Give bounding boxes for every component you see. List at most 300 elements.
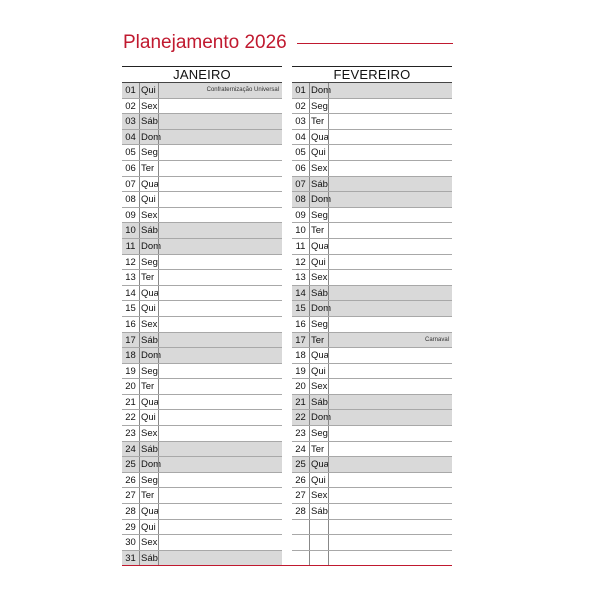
day-number: 15	[125, 303, 136, 315]
day-row	[292, 317, 452, 333]
day-number: 09	[295, 209, 306, 221]
day-row	[292, 364, 452, 380]
day-number: 05	[125, 147, 136, 159]
weekday-label: Dom	[141, 350, 162, 362]
day-row	[122, 520, 282, 536]
column-divider	[309, 177, 310, 192]
column-divider	[158, 426, 159, 441]
weekday-label: Ter	[141, 162, 155, 174]
column-divider	[139, 379, 140, 394]
column-divider	[328, 535, 329, 550]
day-number: 26	[125, 474, 136, 486]
day-row	[292, 114, 452, 130]
weekday-label: Seg	[311, 100, 328, 112]
column-divider	[328, 286, 329, 301]
day-row	[122, 177, 282, 193]
column-divider	[158, 192, 159, 207]
day-row	[292, 145, 452, 161]
day-number: 25	[295, 459, 306, 471]
day-number: 02	[125, 100, 136, 112]
day-row	[292, 457, 452, 473]
column-divider	[328, 395, 329, 410]
day-number: 07	[295, 178, 306, 190]
weekday-label: Sáb	[141, 116, 158, 128]
holiday-note: Carnaval	[424, 336, 449, 343]
column-divider	[158, 551, 159, 566]
weekday-label: Dom	[141, 240, 162, 252]
column-divider	[139, 270, 140, 285]
column-divider	[158, 535, 159, 550]
weekday-label: Qua	[141, 506, 159, 518]
day-number: 29	[125, 521, 136, 533]
column-divider	[328, 520, 329, 535]
column-divider	[309, 395, 310, 410]
column-divider	[309, 223, 310, 238]
weekday-label: Dom	[311, 194, 332, 206]
column-divider	[139, 364, 140, 379]
day-row	[122, 504, 282, 520]
day-row	[292, 270, 452, 286]
day-number: 28	[125, 506, 136, 518]
day-row	[292, 395, 452, 411]
day-row	[292, 192, 452, 208]
month-name: JANEIRO	[122, 66, 282, 83]
weekday-label: Sáb	[311, 396, 328, 408]
day-row	[292, 348, 452, 364]
day-number: 10	[295, 225, 306, 237]
day-row	[122, 348, 282, 364]
day-number: 04	[125, 131, 136, 143]
day-number: 27	[125, 490, 136, 502]
day-number: 11	[125, 240, 136, 252]
column-divider	[328, 442, 329, 457]
column-divider	[139, 223, 140, 238]
column-divider	[139, 504, 140, 519]
column-divider	[309, 114, 310, 129]
column-divider	[139, 301, 140, 316]
weekday-label: Qui	[311, 147, 326, 159]
column-divider	[309, 192, 310, 207]
weekday-label: Sex	[311, 490, 328, 502]
column-divider	[158, 364, 159, 379]
column-divider	[328, 348, 329, 363]
day-number: 19	[125, 365, 136, 377]
day-row	[122, 426, 282, 442]
day-number: 08	[125, 194, 136, 206]
day-row	[122, 301, 282, 317]
column-divider	[158, 395, 159, 410]
month-name: FEVEREIRO	[292, 66, 452, 83]
weekday-label: Qua	[141, 396, 159, 408]
weekday-label: Dom	[311, 303, 332, 315]
weekday-label: Ter	[311, 334, 325, 346]
day-row	[292, 488, 452, 504]
weekday-label: Qui	[141, 303, 156, 315]
day-number: 05	[295, 147, 306, 159]
column-divider	[158, 442, 159, 457]
day-number: 24	[295, 443, 306, 455]
weekday-label: Qui	[141, 521, 156, 533]
column-divider	[309, 348, 310, 363]
day-number: 09	[125, 209, 136, 221]
day-row	[122, 488, 282, 504]
column-divider	[158, 83, 159, 98]
column-divider	[328, 410, 329, 425]
column-divider	[309, 208, 310, 223]
day-number: 01	[125, 85, 136, 96]
day-row	[292, 255, 452, 271]
column-divider	[158, 301, 159, 316]
day-number: 13	[295, 272, 306, 284]
day-row	[292, 379, 452, 395]
holiday-note: Confraternização Universal	[206, 87, 279, 93]
column-divider	[139, 286, 140, 301]
weekday-label: Sáb	[141, 552, 158, 564]
column-divider	[309, 364, 310, 379]
day-list	[292, 83, 452, 566]
column-divider	[328, 270, 329, 285]
weekday-label: Sex	[141, 428, 158, 440]
column-divider	[309, 145, 310, 160]
column-divider	[328, 255, 329, 270]
day-row	[292, 520, 452, 536]
day-list	[122, 83, 282, 566]
column-divider	[158, 379, 159, 394]
day-number: 08	[295, 194, 306, 206]
column-divider	[328, 192, 329, 207]
column-divider	[139, 426, 140, 441]
day-row	[292, 442, 452, 458]
day-number: 30	[125, 537, 136, 549]
day-number: 24	[125, 443, 136, 455]
weekday-label: Seg	[141, 474, 158, 486]
day-number: 07	[125, 178, 136, 190]
day-row	[122, 192, 282, 208]
column-divider	[309, 473, 310, 488]
column-divider	[139, 333, 140, 348]
day-number: 21	[295, 396, 306, 408]
column-divider	[158, 348, 159, 363]
column-divider	[158, 114, 159, 129]
day-number: 14	[295, 287, 306, 299]
day-number: 03	[295, 116, 306, 128]
day-number: 15	[295, 303, 306, 315]
column-divider	[328, 301, 329, 316]
weekday-label: Qui	[311, 256, 326, 268]
day-row	[122, 364, 282, 380]
column-divider	[328, 333, 329, 348]
column-divider	[139, 488, 140, 503]
day-number: 20	[295, 381, 306, 393]
day-row	[122, 208, 282, 224]
day-row	[122, 442, 282, 458]
column-divider	[328, 83, 329, 98]
column-divider	[158, 99, 159, 114]
column-divider	[328, 488, 329, 503]
weekday-label: Sex	[311, 272, 328, 284]
weekday-label: Sex	[141, 537, 158, 549]
weekday-label: Dom	[141, 131, 162, 143]
column-divider	[158, 145, 159, 160]
weekday-label: Seg	[311, 428, 328, 440]
day-row	[122, 99, 282, 115]
weekday-label: Qui	[311, 365, 326, 377]
column-divider	[139, 83, 140, 98]
column-divider	[328, 473, 329, 488]
day-row	[292, 410, 452, 426]
column-divider	[139, 317, 140, 332]
day-number: 19	[295, 365, 306, 377]
title-divider	[297, 43, 453, 44]
day-number: 17	[295, 334, 306, 346]
day-row	[122, 161, 282, 177]
weekday-label: Sáb	[141, 225, 158, 237]
day-row	[292, 239, 452, 255]
column-divider	[309, 317, 310, 332]
column-divider	[139, 473, 140, 488]
weekday-label: Qua	[141, 178, 159, 190]
day-number: 04	[295, 131, 306, 143]
weekday-label: Ter	[311, 116, 325, 128]
column-divider	[158, 270, 159, 285]
column-divider	[139, 192, 140, 207]
column-divider	[139, 114, 140, 129]
weekday-label: Qui	[141, 194, 156, 206]
day-number: 02	[295, 100, 306, 112]
column-divider	[158, 161, 159, 176]
weekday-label: Dom	[311, 85, 332, 96]
day-row	[292, 161, 452, 177]
column-divider	[309, 270, 310, 285]
column-divider	[309, 457, 310, 472]
column-divider	[139, 457, 140, 472]
weekday-label: Sáb	[311, 287, 328, 299]
column-divider	[158, 410, 159, 425]
column-divider	[328, 551, 329, 566]
column-divider	[139, 255, 140, 270]
column-divider	[158, 317, 159, 332]
column-divider	[139, 208, 140, 223]
weekday-label: Qua	[141, 287, 159, 299]
column-divider	[158, 286, 159, 301]
month-column-fevereiro	[292, 66, 452, 566]
day-row	[292, 208, 452, 224]
day-number: 06	[125, 162, 136, 174]
column-divider	[328, 426, 329, 441]
day-row	[292, 130, 452, 146]
weekday-label: Sex	[311, 162, 328, 174]
column-divider	[309, 379, 310, 394]
day-number: 22	[295, 412, 306, 424]
weekday-label: Sex	[141, 318, 158, 330]
day-row	[122, 410, 282, 426]
day-row	[292, 426, 452, 442]
column-divider	[158, 457, 159, 472]
day-number: 16	[295, 318, 306, 330]
weekday-label: Seg	[311, 318, 328, 330]
day-row	[122, 317, 282, 333]
column-divider	[309, 551, 310, 566]
column-divider	[158, 255, 159, 270]
day-row	[292, 504, 452, 520]
column-divider	[158, 473, 159, 488]
day-row	[292, 83, 452, 99]
column-divider	[328, 114, 329, 129]
weekday-label: Qui	[311, 474, 326, 486]
column-divider	[158, 239, 159, 254]
column-divider	[309, 488, 310, 503]
weekday-label: Qui	[141, 412, 156, 424]
day-number: 21	[125, 396, 136, 408]
column-divider	[309, 504, 310, 519]
column-divider	[328, 161, 329, 176]
day-number: 20	[125, 381, 136, 393]
column-divider	[139, 177, 140, 192]
column-divider	[328, 239, 329, 254]
weekday-label: Sáb	[311, 506, 328, 518]
column-divider	[309, 99, 310, 114]
page-header	[123, 30, 453, 58]
column-divider	[139, 551, 140, 566]
column-divider	[139, 410, 140, 425]
day-row	[292, 333, 452, 349]
day-row	[122, 457, 282, 473]
column-divider	[309, 301, 310, 316]
weekday-label: Dom	[311, 412, 332, 424]
weekday-label: Qua	[311, 131, 329, 143]
column-divider	[158, 223, 159, 238]
column-divider	[309, 333, 310, 348]
column-divider	[328, 177, 329, 192]
day-row	[292, 535, 452, 551]
column-divider	[158, 130, 159, 145]
column-divider	[309, 239, 310, 254]
day-row	[292, 286, 452, 302]
day-number: 27	[295, 490, 306, 502]
day-row	[122, 223, 282, 239]
day-number: 14	[125, 287, 136, 299]
column-divider	[309, 426, 310, 441]
weekday-label: Ter	[141, 272, 155, 284]
day-row	[122, 395, 282, 411]
column-divider	[158, 177, 159, 192]
column-divider	[328, 208, 329, 223]
day-number: 12	[295, 256, 306, 268]
column-divider	[139, 239, 140, 254]
weekday-label: Ter	[311, 225, 325, 237]
weekday-label: Sáb	[141, 334, 158, 346]
day-row	[122, 145, 282, 161]
column-divider	[309, 130, 310, 145]
column-divider	[309, 535, 310, 550]
column-divider	[328, 364, 329, 379]
column-divider	[328, 223, 329, 238]
column-divider	[328, 457, 329, 472]
day-row	[122, 333, 282, 349]
weekday-label: Sex	[141, 100, 158, 112]
column-divider	[139, 442, 140, 457]
weekday-label: Qua	[311, 240, 329, 252]
weekday-label: Sex	[311, 381, 328, 393]
column-divider	[158, 208, 159, 223]
column-divider	[139, 130, 140, 145]
day-number: 01	[295, 85, 306, 96]
weekday-label: Seg	[141, 147, 158, 159]
day-row	[122, 130, 282, 146]
day-row	[122, 239, 282, 255]
weekday-label: Sex	[141, 209, 158, 221]
column-divider	[309, 442, 310, 457]
column-divider	[139, 395, 140, 410]
day-number: 18	[125, 350, 136, 362]
column-divider	[309, 410, 310, 425]
day-number: 10	[125, 225, 136, 237]
day-row	[122, 255, 282, 271]
weekday-label: Ter	[141, 381, 155, 393]
page-title: Planejamento 2026	[123, 32, 287, 53]
column-divider	[139, 99, 140, 114]
column-divider	[139, 348, 140, 363]
weekday-label: Qua	[311, 350, 329, 362]
day-row	[292, 223, 452, 239]
day-number: 22	[125, 412, 136, 424]
day-row	[122, 535, 282, 551]
day-number: 25	[125, 459, 136, 471]
day-number: 28	[295, 506, 306, 518]
column-divider	[309, 83, 310, 98]
day-number: 11	[295, 240, 306, 252]
column-divider	[328, 317, 329, 332]
column-divider	[309, 286, 310, 301]
day-number: 03	[125, 116, 136, 128]
day-row	[292, 177, 452, 193]
day-number: 23	[295, 428, 306, 440]
column-divider	[309, 161, 310, 176]
column-divider	[309, 255, 310, 270]
day-row	[122, 114, 282, 130]
weekday-label: Qui	[141, 85, 156, 96]
weekday-label: Qua	[311, 459, 329, 471]
column-divider	[328, 504, 329, 519]
weekday-label: Seg	[141, 365, 158, 377]
day-number: 18	[295, 350, 306, 362]
column-divider	[158, 504, 159, 519]
weekday-label: Dom	[141, 459, 162, 471]
column-divider	[328, 130, 329, 145]
column-divider	[158, 520, 159, 535]
weekday-label: Sáb	[311, 178, 328, 190]
day-row	[122, 473, 282, 489]
day-number: 31	[125, 552, 136, 564]
day-number: 23	[125, 428, 136, 440]
day-row	[122, 379, 282, 395]
month-column-janeiro	[122, 66, 282, 566]
weekday-label: Seg	[311, 209, 328, 221]
column-divider	[139, 535, 140, 550]
column-divider	[309, 520, 310, 535]
weekday-label: Ter	[311, 443, 325, 455]
column-divider	[139, 520, 140, 535]
day-row	[122, 83, 282, 99]
bottom-divider	[122, 565, 452, 566]
weekday-label: Sáb	[141, 443, 158, 455]
day-row	[292, 301, 452, 317]
day-number: 17	[125, 334, 136, 346]
column-divider	[328, 379, 329, 394]
column-divider	[158, 333, 159, 348]
day-row	[122, 286, 282, 302]
day-number: 06	[295, 162, 306, 174]
